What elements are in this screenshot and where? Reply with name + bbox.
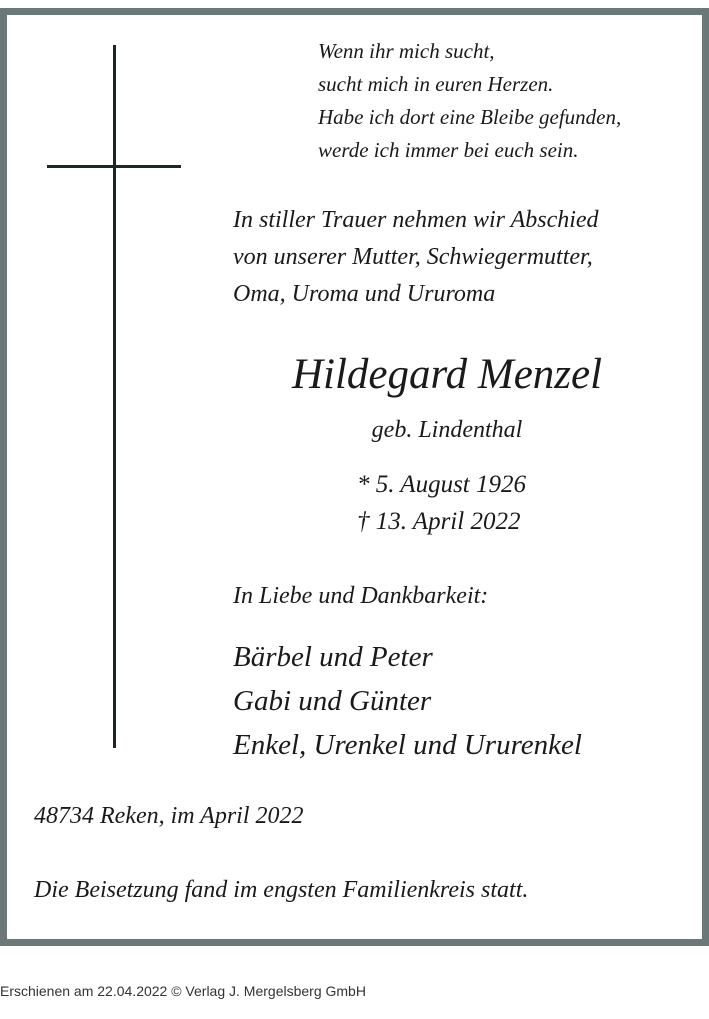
mourners-list: [233, 635, 582, 767]
mourner-name: Bärbel und Peter: [233, 641, 433, 673]
death-date: † 13. April 2022: [357, 508, 521, 535]
mourner-name: Gabi und Günter: [233, 685, 432, 717]
poem-line: Wenn ihr mich sucht,: [318, 39, 495, 63]
mourners-label: In Liebe und Dankbarkeit:: [233, 583, 489, 609]
intro-line: von unserer Mutter, Schwiegermutter,: [233, 244, 593, 270]
birth-date: * 5. August 1926: [357, 471, 526, 498]
funeral-note: Die Beisetzung fand im engsten Familienkreis statt.: [34, 877, 529, 903]
intro-line: Oma, Uroma und Ururoma: [233, 281, 496, 307]
intro-text: [233, 202, 599, 313]
mourner-name: Enkel, Urenkel und Ururenkel: [233, 729, 582, 761]
poem-line: sucht mich in euren Herzen.: [318, 72, 554, 96]
poem-line: Habe ich dort eine Bleibe gefunden,: [318, 105, 622, 129]
intro-line: In stiller Trauer nehmen wir Abschied: [233, 207, 599, 233]
obituary-notice: [0, 8, 709, 946]
poem: [318, 35, 621, 167]
maiden-name: geb. Lindenthal: [371, 417, 523, 443]
cross-horizontal-bar: [47, 165, 181, 168]
publication-footer: Erschienen am 22.04.2022 © Verlag J. Mergelsberg GmbH: [0, 983, 366, 999]
deceased-name: Hildegard Menzel: [291, 351, 603, 398]
poem-line: werde ich immer bei euch sein.: [318, 138, 579, 162]
place-date: 48734 Reken, im April 2022: [34, 803, 304, 829]
